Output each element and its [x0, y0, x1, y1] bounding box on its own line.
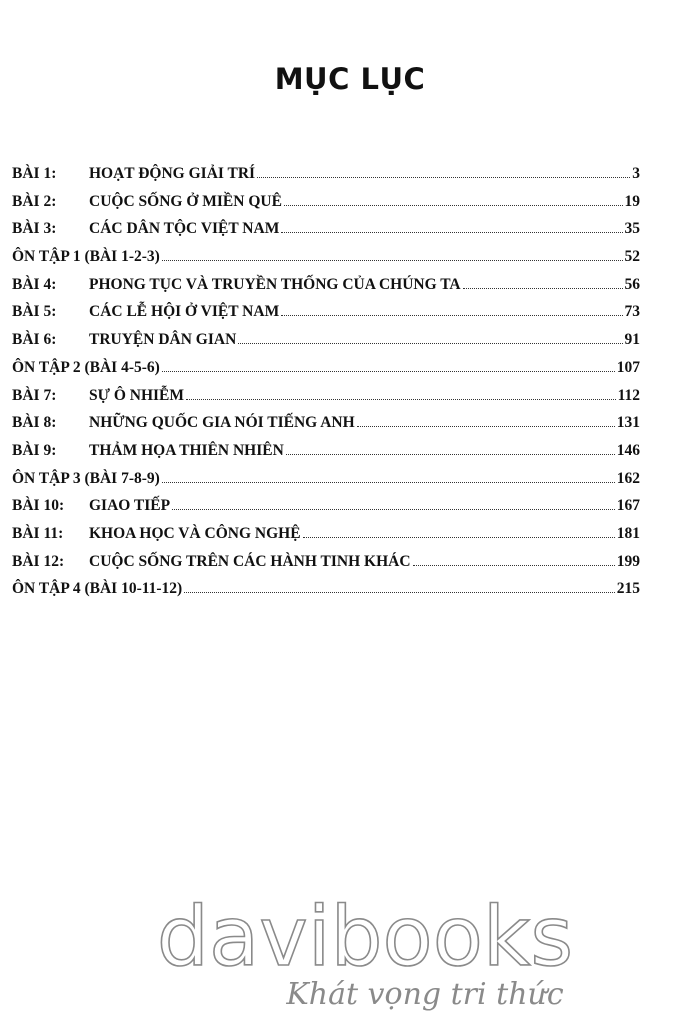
- entry-label: BÀI 9:: [12, 441, 57, 459]
- entry-title: TRUYỆN DÂN GIAN: [89, 331, 237, 349]
- page-number: 52: [624, 248, 640, 266]
- entry-title: CUỘC SỐNG TRÊN CÁC HÀNH TINH KHÁC: [89, 552, 411, 570]
- dot-leader: [413, 564, 615, 566]
- dot-leader: [184, 591, 615, 593]
- dot-leader: [186, 398, 616, 400]
- page-number: 112: [617, 386, 640, 404]
- toc-entry: [12, 409, 640, 437]
- page-title: MỤC LỤC: [274, 62, 426, 96]
- entry-label: BÀI 6:: [12, 331, 57, 349]
- entry-label: BÀI 1:: [12, 165, 57, 182]
- toc-entry: [12, 382, 640, 410]
- entry-title: HOẠT ĐỘNG GIẢI TRÍ: [89, 165, 256, 182]
- toc-entry: [12, 271, 640, 299]
- entry-label: BÀI 3:: [12, 220, 57, 238]
- entry-title: CUỘC SỐNG Ở MIỀN QUÊ: [89, 192, 282, 210]
- dot-leader: [357, 425, 615, 427]
- dot-leader: [281, 314, 622, 316]
- dot-leader: [162, 259, 623, 261]
- review-label: ÔN TẬP 1 (BÀI 1-2-3): [12, 248, 160, 266]
- entry-label: BÀI 10:: [12, 497, 65, 515]
- toc-review-entry: [12, 354, 640, 382]
- dot-leader: [162, 481, 615, 483]
- publisher-slogan: Khát vọng tri thức: [286, 977, 564, 1012]
- table-of-contents: [12, 160, 640, 603]
- dot-leader: [238, 342, 622, 344]
- toc-entry: [12, 548, 640, 576]
- dot-leader: [284, 204, 623, 206]
- review-label: ÔN TẬP 4 (BÀI 10-11-12): [12, 580, 183, 598]
- entry-title: KHOA HỌC VÀ CÔNG NGHỆ: [89, 524, 301, 542]
- entry-label: BÀI 7:: [12, 386, 57, 404]
- page-number: 107: [616, 358, 640, 376]
- page-number: 162: [616, 469, 640, 487]
- page-number: 199: [616, 552, 640, 570]
- entry-label: BÀI 4:: [12, 275, 57, 293]
- page-number: 181: [616, 524, 640, 542]
- entry-label: BÀI 5:: [12, 303, 57, 321]
- dot-leader: [281, 231, 622, 233]
- toc-entry: [12, 520, 640, 548]
- toc-entry: [12, 215, 640, 243]
- page-number: 19: [624, 192, 640, 210]
- toc-entry: [12, 298, 640, 326]
- page-number: 146: [616, 441, 640, 459]
- entry-label: BÀI 12:: [12, 552, 65, 570]
- page-number: 167: [616, 497, 640, 515]
- toc-entry: [12, 326, 640, 354]
- page-number: 91: [624, 331, 640, 349]
- toc-entry: [12, 437, 640, 465]
- dot-leader: [257, 176, 630, 178]
- dot-leader: [172, 508, 615, 510]
- dot-leader: [303, 536, 615, 538]
- toc-entry: [12, 188, 640, 216]
- entry-title: CÁC LỄ HỘI Ở VIỆT NAM: [89, 303, 280, 321]
- toc-review-entry: [12, 575, 640, 603]
- toc-entry: [12, 492, 640, 520]
- entry-label: BÀI 11:: [12, 524, 64, 542]
- page-number: 215: [616, 580, 640, 598]
- entry-label: BÀI 8:: [12, 414, 57, 432]
- dot-leader: [463, 287, 623, 289]
- entry-title: CÁC DÂN TỘC VIỆT NAM: [89, 220, 280, 238]
- entry-title: THẢM HỌA THIÊN NHIÊN: [89, 441, 284, 459]
- entry-title: NHỮNG QUỐC GIA NÓI TIẾNG ANH: [89, 414, 355, 432]
- dot-leader: [286, 453, 615, 455]
- page-number: 35: [624, 220, 640, 238]
- review-label: ÔN TẬP 3 (BÀI 7-8-9): [12, 469, 160, 487]
- entry-title: PHONG TỤC VÀ TRUYỀN THỐNG CỦA CHÚNG TA: [89, 275, 461, 293]
- publisher-watermark: [0, 890, 700, 1013]
- entry-label: BÀI 2:: [12, 192, 57, 210]
- dot-leader: [162, 370, 615, 372]
- entry-title: GIAO TIẾP: [89, 497, 171, 515]
- page-number: 131: [616, 414, 640, 432]
- toc-review-entry: [12, 243, 640, 271]
- toc-entry: [12, 160, 640, 188]
- toc-review-entry: [12, 465, 640, 493]
- entry-title: SỰ Ô NHIỄM: [89, 386, 185, 404]
- page-number: 56: [624, 275, 640, 293]
- publisher-logo-text: davibooks: [156, 890, 574, 985]
- page-number: 73: [624, 303, 640, 321]
- review-label: ÔN TẬP 2 (BÀI 4-5-6): [12, 358, 160, 376]
- page-number: 3: [632, 165, 640, 182]
